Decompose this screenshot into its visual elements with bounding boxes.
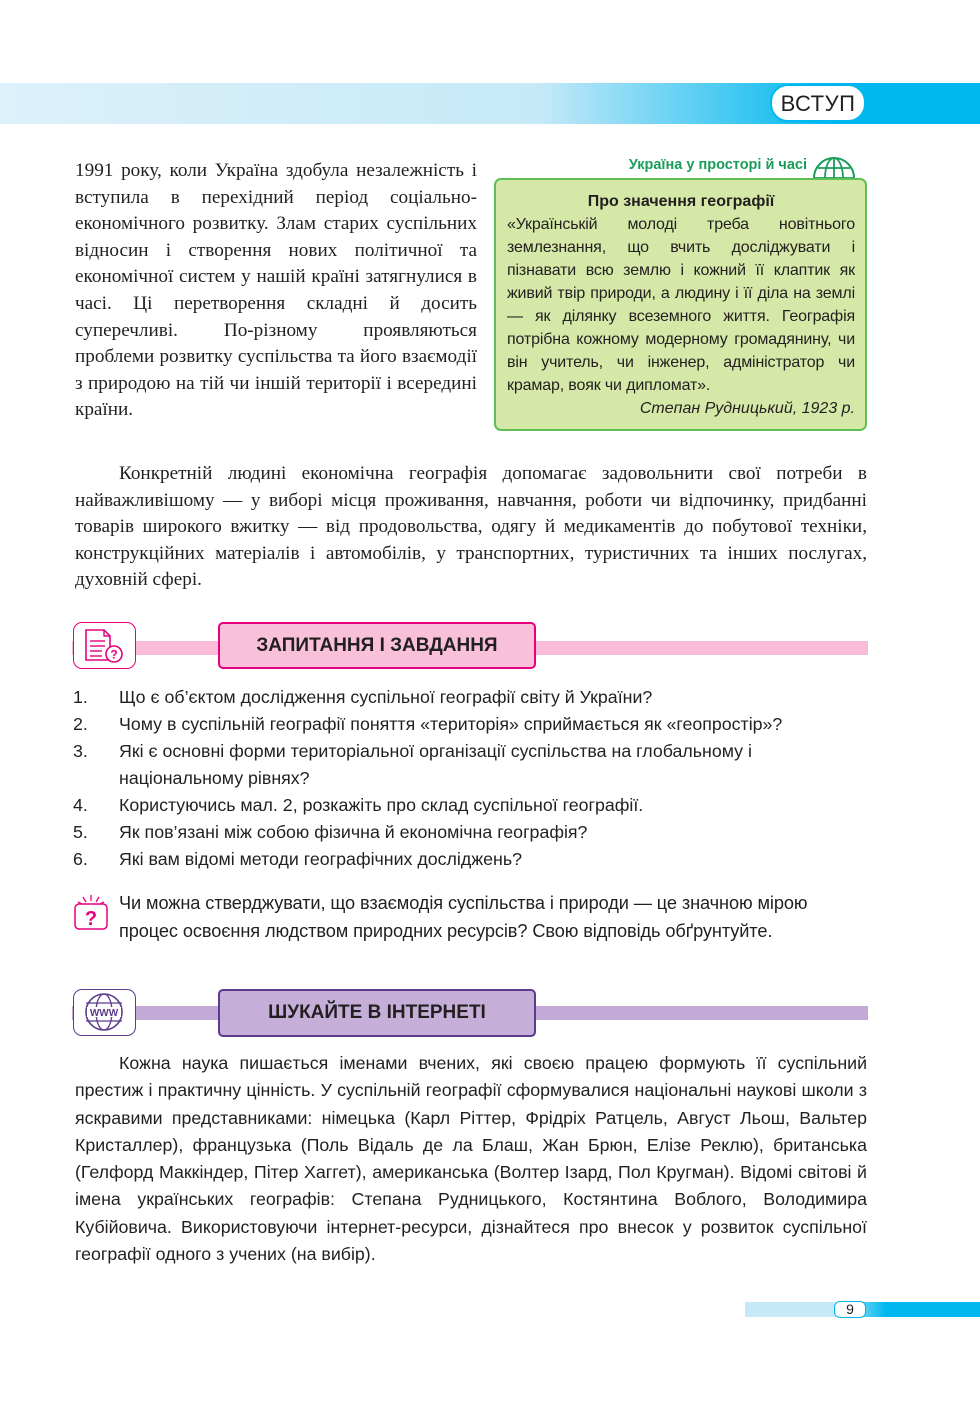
question-number: 1. xyxy=(73,687,88,707)
internet-paragraph: Кожна наука пишається іменами вчених, які своєю працею формують її суспільний престиж і практичну цінність. У суспільній географії сформувалися національні наукові школи з яскравими представниками: німецька (Карл Ріттер, Фрідріх Ратцель, Август Льош, Вальтер Кристаллер), французька (Поль Відаль де ла Блаш, Жан Брюн, Елізе Реклю), британська (Гелфорд Маккіндер, Пітер Хаггет), американська (Волтер Ізард, Пол Кругман). Відомі світові й імена українських географів: Степана Рудницького, Костянтина Воблого, Володимира Кубійовича. Використовуючи інтернет-ресурси, дізнайтеся про внесок у розвиток суспільної географії одного з учених (на вибір). xyxy=(75,1053,867,1265)
question-number: 3. xyxy=(73,741,88,761)
www-label: WWW xyxy=(89,1008,119,1019)
list-item xyxy=(73,819,873,846)
question-text: Що є об’єктом дослідження суспільної географії світу й України? xyxy=(119,687,653,707)
section-tab: ВСТУП xyxy=(770,84,866,122)
list-item xyxy=(73,711,873,738)
question-text: Чому в суспільній географії поняття «територія» сприймається як «геопростір»? xyxy=(119,714,783,734)
main-paragraph: Конкретній людині економічна географія допомагає задовольнити свої потреби в найважливішому — у виборі місця проживання, навчання, роботи чи відпочинку, придбанні товарів широкого вжитку — від продовольства, одягу й медикаментів до побутової техніки, конструкційних матеріалів і автомобілів, у транспортних, туристичних та інших послугах, духовній сфері. xyxy=(75,463,867,591)
question-number: 6. xyxy=(73,849,88,869)
think-question: Чи можна стверджувати, що взаємодія суспільства і природи — це значною мірою процес освоєння людством природних ресурсів? Свою відповідь обґрунтуйте. xyxy=(119,893,808,941)
question-text: Користуючись мал. 2, розкажіть про склад суспільної географії. xyxy=(119,795,644,815)
questions-icon-box xyxy=(73,622,136,669)
question-number: 2. xyxy=(73,714,88,734)
document-question-icon xyxy=(74,623,134,667)
quote-title: Про значення географії xyxy=(587,193,775,210)
svg-text:?: ? xyxy=(84,908,98,930)
list-item xyxy=(73,738,873,792)
list-item xyxy=(73,792,873,819)
question-number: 4. xyxy=(73,795,88,815)
question-text: Які є основні форми територіальної організації суспільства на глобальному і національному рівнях? xyxy=(119,741,752,788)
question-text: Які вам відомі методи географічних досліджень? xyxy=(119,849,522,869)
quote-author: Степан Рудницький, 1923 р. xyxy=(639,400,855,417)
www-globe-icon xyxy=(74,990,134,1034)
question-lightbulb-icon xyxy=(74,894,108,930)
list-item xyxy=(73,684,873,711)
questions-section-title: ЗАПИТАННЯ І ЗАВДАННЯ xyxy=(218,622,536,669)
quote-box xyxy=(494,178,867,431)
quote-caption: Україна у просторі й часі xyxy=(628,157,807,173)
svg-text:?: ? xyxy=(110,647,118,662)
intro-paragraph: 1991 року, коли Україна здобула незалежність і вступила в перехідний період соціально-економічного розвитку. Злам старих суспільних відносин і створення нових політичної та економічної систем у нашій країні затягнулися в часі. Ці перетворення складні й досить суперечливі. По-різному проявляються проблеми розвитку суспільства та його взаємодії з природою на тій чи іншій території і всередині країни. xyxy=(75,160,477,421)
question-number: 5. xyxy=(73,822,88,842)
page-number: 9 xyxy=(834,1301,866,1318)
internet-section-title: ШУКАЙТЕ В ІНТЕРНЕТІ xyxy=(218,989,536,1037)
quote-text: «Українській молоді треба новітнього землезнання, що вчить досліджувати і пізнавати всю землю і кожний її клаптик як живий твір природи, а людину і її діла на землі — як ділянку всеземного життя. Географія потрібна кожному модерному громадянину, чи він учитель, чи інженер, адміністратор чи крамар, вояк чи дипломат». xyxy=(507,216,855,394)
question-text: Як пов’язані між собою фізична й економічна географія? xyxy=(119,822,588,842)
question-list xyxy=(73,684,873,873)
list-item xyxy=(73,846,873,873)
internet-icon-box xyxy=(73,989,136,1036)
